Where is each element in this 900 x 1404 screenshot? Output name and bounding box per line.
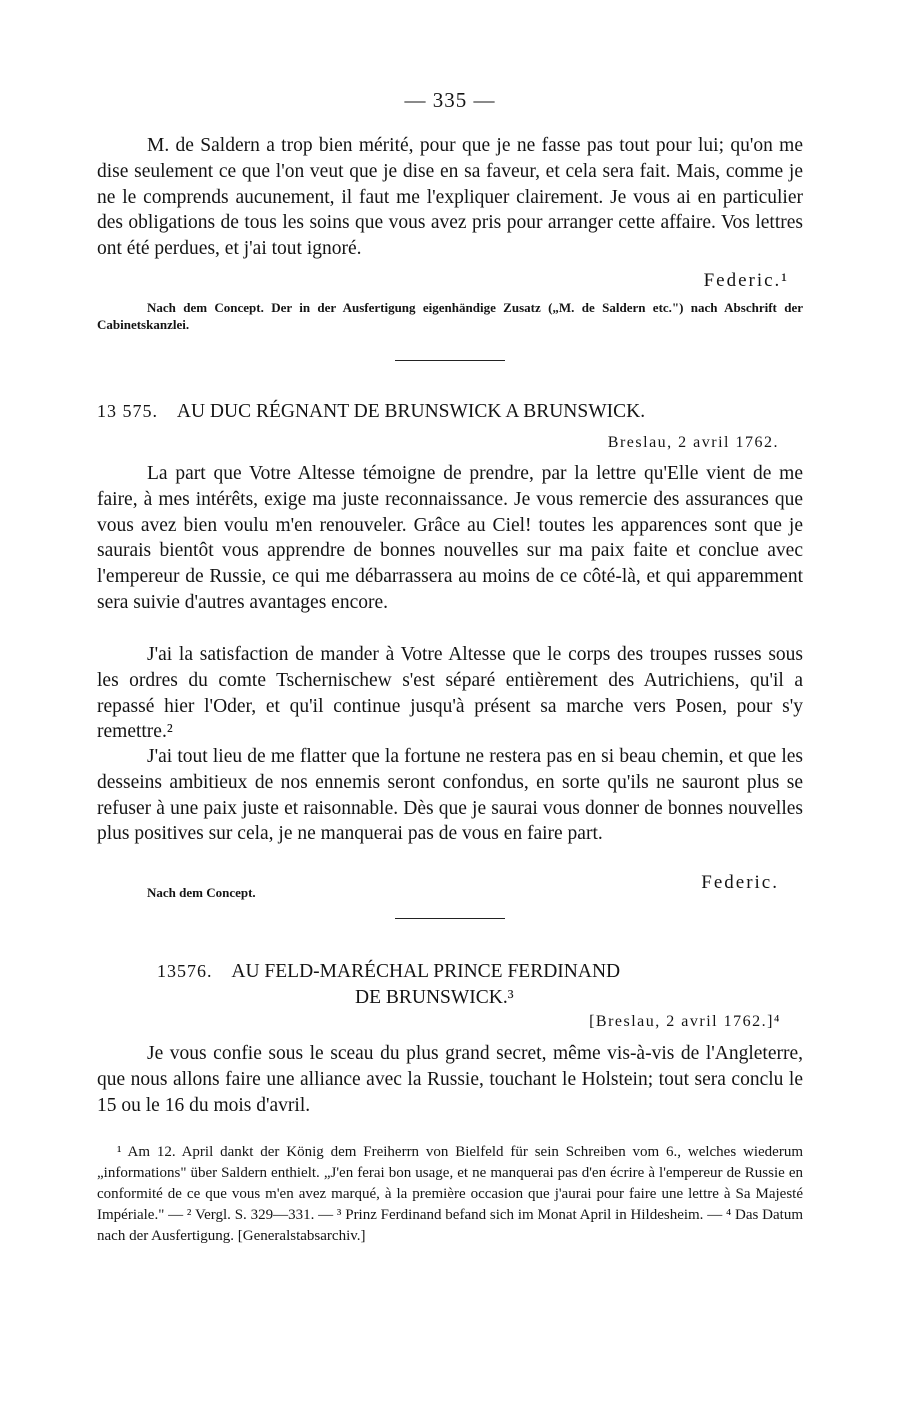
letter-paragraph: J'ai tout lieu de me flatter que la fortune ne restera pas en si beau chemin, et que les desseins ambitieux de nos ennemis seront confondus, en sorte qu'ils ne sauront plus se refuser à une paix juste et raisonnable. Dès que je saurai vous donner de bonnes nouvelles plus positives sur cela, je ne manquerai pas de vous en faire part. [97, 746, 803, 845]
signature: Federic.¹ [703, 270, 789, 291]
page-number: — 335 — [404, 88, 496, 112]
letter-title: AU FELD-MARÉCHAL PRINCE FERDINAND [231, 961, 621, 982]
letter-date: [Breslau, 2 avril 1762.]⁴ [589, 1013, 781, 1030]
section-divider [395, 918, 505, 919]
letter-number: 13576. [157, 961, 213, 981]
letter-title: AU DUC RÉGNANT DE BRUNSWICK A BRUNSWICK. [176, 401, 646, 422]
section-divider [395, 360, 505, 361]
letter-title-continued: DE BRUNSWICK.³ [355, 987, 514, 1008]
source-note: Nach dem Concept. [147, 885, 256, 900]
signature: Federic. [701, 872, 779, 893]
letter-heading [97, 401, 803, 423]
document-page [97, 0, 803, 1404]
source-note: Nach dem Concept. Der in der Ausfertigung eigenhändige Zusatz („M. de Saldern etc.") nach Abschrift der Cabinetskanzlei. [97, 300, 803, 332]
letter-paragraph: La part que Votre Altesse témoigne de prendre, par la lettre qu'Elle vient de me faire, à mes intérêts, exige ma juste reconnaissance. Je vous remercie des assurances que vous avez bien voulu m'en renouveler. Grâce au Ciel! toutes les apparences sont que je saurais bientôt vous apprendre de bonnes nouvelles sur ma paix faite et conclue avec l'empereur de Russie, ce qui me débarrassera au moins de ce côté-là, et qui apparemment sera suivie d'autres avantages encore. [97, 463, 803, 613]
footnotes: ¹ Am 12. April dankt der König dem Freiherrn von Bielfeld für sein Schreiben vom 6., welches wiederum „informations" über Saldern enthielt. „J'en ferai bon usage, et ne manquerai pas d'en écrire à l'empereur de Russie en conformité de ce que vous m'en avez marqué, à la première occasion que j'aurai pour faire une lettre à Sa Majesté Impériale." — ² Vergl. S. 329—331. — ³ Prinz Ferdinand befand sich im Monat April in Hildesheim. — ⁴ Das Datum nach der Ausfertigung. [Generalstabsarchiv.] [97, 1144, 803, 1244]
letter-paragraph: M. de Saldern a trop bien mérité, pour que je ne fasse pas tout pour lui; qu'on me dise seulement ce que l'on veut que je dise en sa faveur, et cela sera fait. Mais, comme je ne le comprends aucunement, il faut me l'expliquer clairement. Je vous ai en particulier des obligations de tous les soins que vous avez pris pour arranger cette affaire. Vos lettres ont été perdues, et j'ai tout ignoré. [97, 135, 803, 260]
letter-paragraph: Je vous confie sous le sceau du plus grand secret, même vis-à-vis de l'Angleterre, que nous allons faire une alliance avec la Russie, touchant le Holstein; tout sera conclu le 15 ou le 16 du mois d'avril. [97, 1043, 803, 1116]
letter-paragraph: J'ai la satisfaction de mander à Votre Altesse que le corps des troupes russes sous les ordres du comte Tschernischew s'est séparé entièrement des Autrichiens, qu'il a repassé hier l'Oder, et qu'il continue jusqu'à présent sa marche vers Posen, pour s'y remettre.² [97, 644, 803, 743]
letter-date: Breslau, 2 avril 1762. [607, 434, 779, 451]
letter-heading [157, 961, 803, 983]
letter-number: 13 575. [97, 401, 158, 421]
